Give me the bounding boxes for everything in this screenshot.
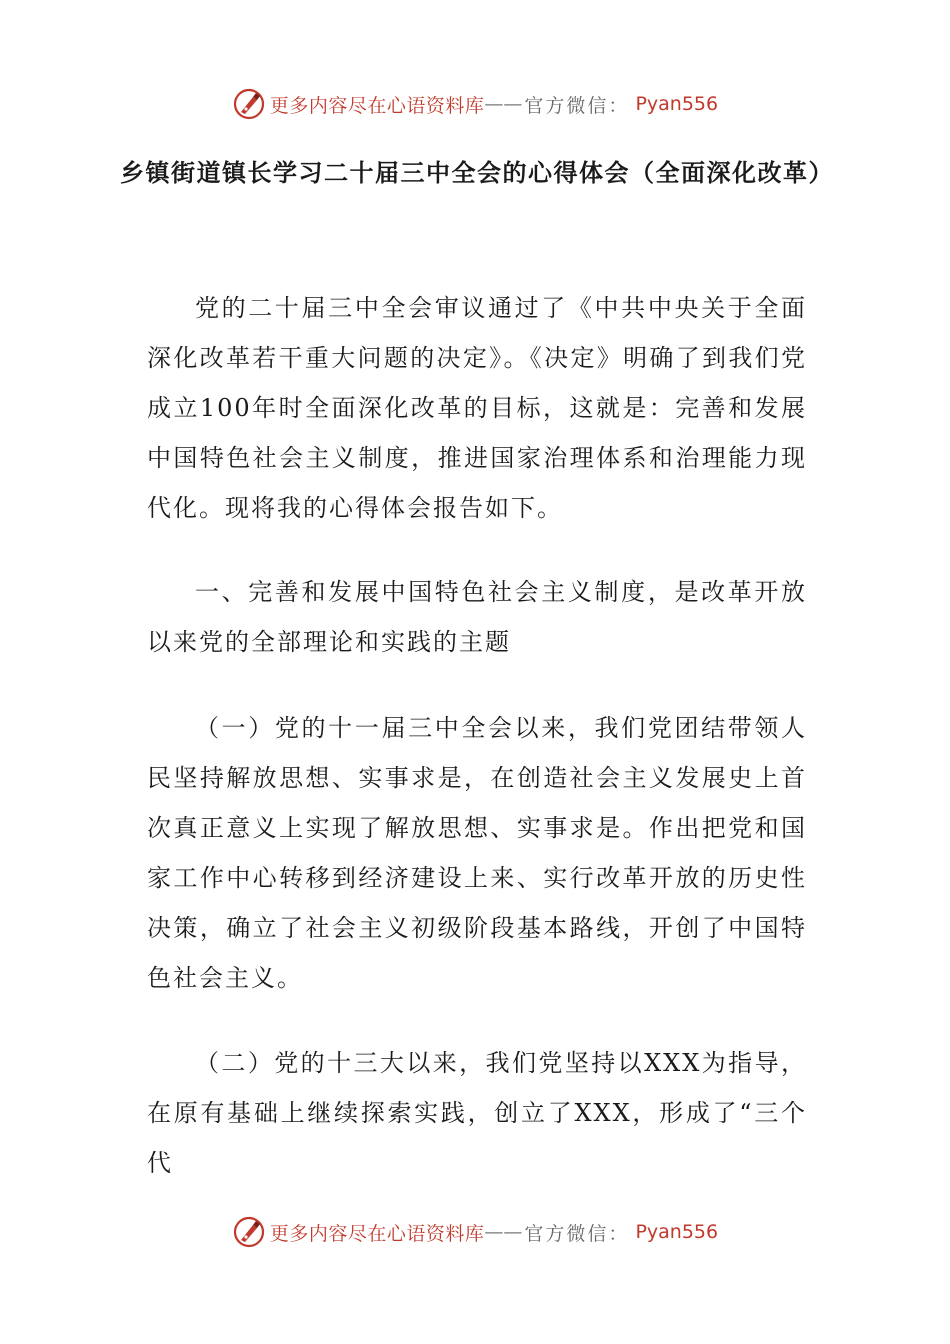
header-watermark-banner xyxy=(0,84,950,124)
banner-promo-text: 更多内容尽在心语资料库 xyxy=(269,94,485,117)
paragraph-section-heading-1: 一、完善和发展中国特色社会主义制度，是改革开放以来党的全部理论和实践的主题 xyxy=(147,578,807,656)
pen-nib-logo-icon xyxy=(232,87,266,121)
pen-nib-logo-icon xyxy=(232,1215,266,1249)
document-title: 乡镇街道镇长学习二十届三中全会的心得体会（全面深化改革） xyxy=(120,159,834,187)
banner-wechat-id: Pyan556 xyxy=(635,1221,719,1243)
paragraph-subsection-1: （一）党的十一届三中全会以来，我们党团结带领人民坚持解放思想、实事求是，在创造社会主义发展史上首次真正意义上实现了解放思想、实事求是。作出把党和国家工作中心转移到经济建设上来、实行改革开放的历史性决策，确立了社会主义初级阶段基本路线，开创了中国特色社会主义。 xyxy=(147,714,807,992)
banner-promo-text: 更多内容尽在心语资料库 xyxy=(269,1222,485,1245)
paragraph-subsection-2: （二）党的十三大以来，我们党坚持以XXX为指导，在原有基础上继续探索实践，创立了XXX，形成了“三个代 xyxy=(147,1049,807,1177)
banner-wechat-id: Pyan556 xyxy=(635,93,719,115)
banner-wechat-label: 官方微信： xyxy=(524,1222,630,1245)
banner-dash: —— xyxy=(484,93,523,115)
paragraph-intro: 党的二十届三中全会审议通过了《中共中央关于全面深化改革若干重大问题的决定》。《决定》明确了到我们党成立100年时全面深化改革的目标，这就是：完善和发展中国特色社会主义制度，推进国家治理体系和治理能力现代化。现将我的心得体会报告如下。 xyxy=(147,294,807,522)
banner-wechat-label: 官方微信： xyxy=(524,94,630,117)
footer-watermark-banner xyxy=(0,1212,950,1252)
banner-dash: —— xyxy=(484,1221,523,1243)
